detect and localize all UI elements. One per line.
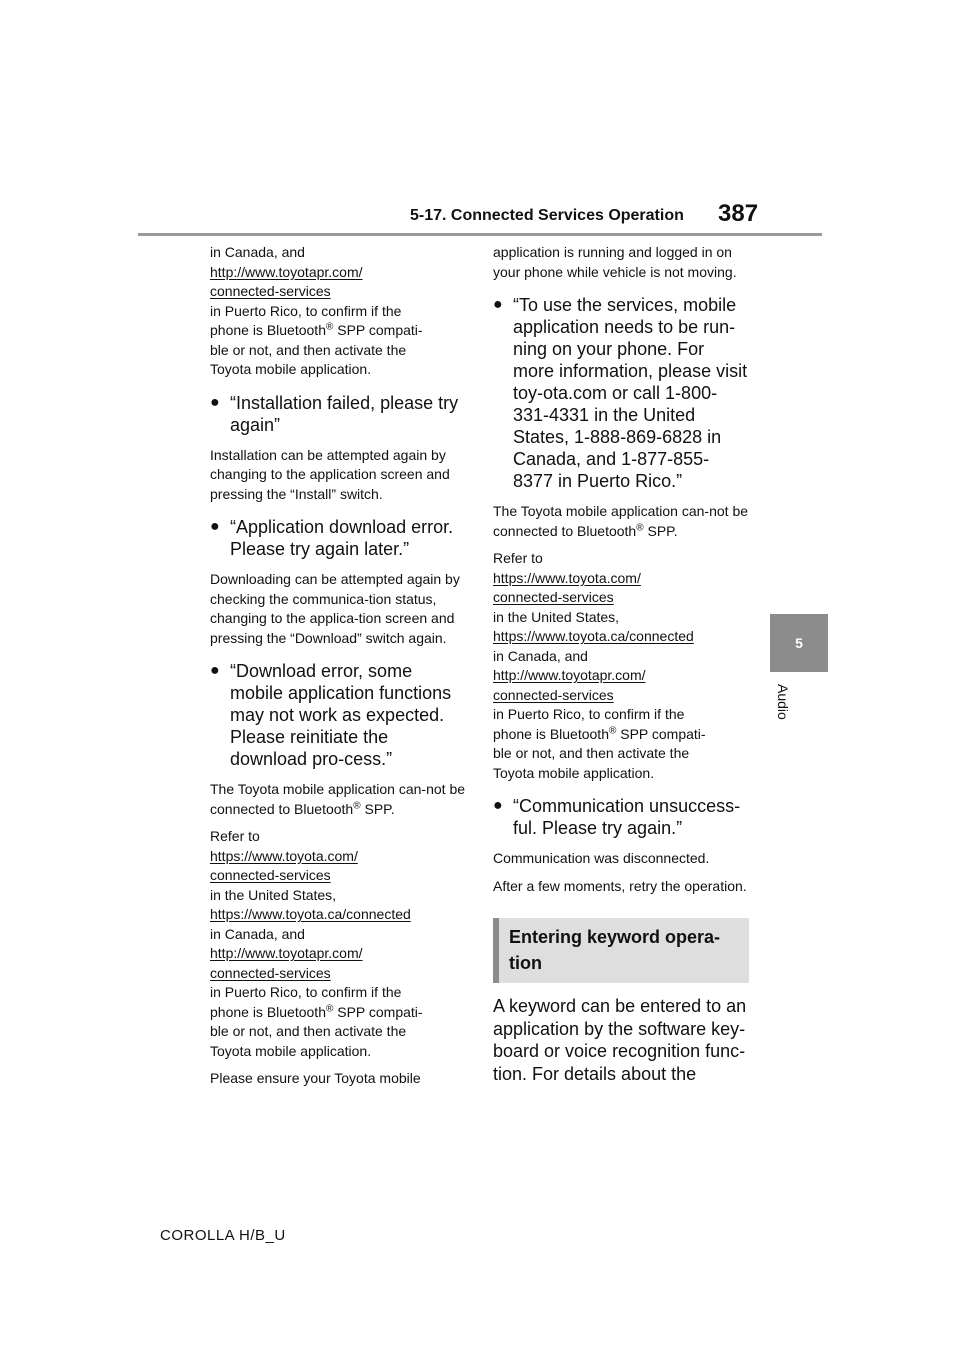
footer-model: COROLLA H/B_U bbox=[160, 1227, 286, 1244]
header-title: 5-17. Connected Services Operation bbox=[410, 207, 684, 224]
chapter-label-text: Audio bbox=[775, 684, 791, 720]
text-bluetooth-3: phone is Bluetooth® SPP compati- bbox=[493, 724, 706, 742]
link-toyota-ca-2[interactable]: https://www.toyota.ca/connected bbox=[493, 628, 694, 644]
link-toyotapr-2[interactable]: http://www.toyotapr.com/ bbox=[210, 945, 363, 961]
text-puerto-rico: in Puerto Rico, to confirm if the bbox=[210, 302, 402, 319]
link-toyotapr-cont[interactable]: connected-services bbox=[210, 283, 331, 299]
link-toyota-com-cont[interactable]: connected-services bbox=[210, 867, 331, 883]
text-activate-3: Toyota mobile application. bbox=[493, 764, 655, 781]
desc-installation-failed: Installation can be attempted again by changing to the application screen and pressing the “Install” switch. bbox=[210, 446, 450, 502]
text-ble-3: ble or not, and then activate the bbox=[493, 745, 690, 761]
link-toyotapr[interactable]: http://www.toyotapr.com/ bbox=[210, 263, 363, 280]
text-activate: Toyota mobile application. bbox=[210, 361, 372, 377]
desc-not-connected: The Toyota mobile application can-not be connected to Bluetooth® SPP. bbox=[210, 781, 466, 817]
text-refer: Refer to bbox=[210, 828, 260, 844]
desc-retry: After a few moments, retry the operation. bbox=[493, 877, 747, 894]
bullet-icon: ● bbox=[493, 797, 503, 814]
right-column bbox=[493, 243, 749, 1085]
bullet-icon: ● bbox=[210, 393, 220, 411]
link-toyotapr-3-cont[interactable]: connected-services bbox=[493, 686, 614, 703]
left-column bbox=[210, 243, 466, 1089]
link-toyota-com-2-cont[interactable]: connected-services bbox=[493, 589, 614, 605]
link-toyota-com-2[interactable]: https://www.toyota.com/ bbox=[493, 569, 641, 586]
text-bluetooth-2: phone is Bluetooth® SPP compati- bbox=[210, 1002, 423, 1020]
text-refer-2: Refer to bbox=[493, 550, 543, 566]
text-us-2: in the United States, bbox=[493, 608, 620, 625]
bullet-communication-unsuccessful: ● “Communication unsuccess-ful. Please try again.” bbox=[493, 796, 741, 838]
text-canada-2: in Canada, and bbox=[210, 925, 305, 942]
bullet-icon: ● bbox=[210, 662, 220, 679]
desc-not-connected-2: The Toyota mobile application can-not be connected to Bluetooth® SPP. bbox=[493, 503, 749, 539]
bullet-icon: ● bbox=[210, 518, 220, 535]
section-body-keyword: A keyword can be entered to an application by the software key-board or voice recognition func-tion. For details about the bbox=[493, 996, 747, 1084]
desc-disconnected: Communication was disconnected. bbox=[493, 850, 710, 866]
text-ble: ble or not, and then activate the bbox=[210, 341, 407, 358]
chapter-tab: 5 bbox=[770, 614, 828, 672]
text-ensure: Please ensure your Toyota mobile bbox=[210, 1070, 421, 1086]
bullet-download-functions-error: ● “Download error, some mobile application functions may not work as expected. Please reinitiate the download pro-cess.” bbox=[210, 661, 452, 769]
bullet-use-services: ● “To use the services, mobile application needs to be run-ning on your phone. For more information, please visit toy-ota.com or call 1-800-331-4331 in the United States, 1-888-869-6828 in Canada, and 1-877-855-8377 in Puerto Rico.” bbox=[493, 295, 748, 491]
link-toyotapr-2-cont[interactable]: connected-services bbox=[210, 964, 331, 981]
text-us: in the United States, bbox=[210, 886, 337, 903]
bullet-icon: ● bbox=[493, 296, 503, 313]
desc-download-error: Downloading can be attempted again by checking the communica-tion status, changing to the applica-tion screen and pressing the “Download” switch again. bbox=[210, 571, 460, 646]
link-toyota-ca[interactable]: https://www.toyota.ca/connected bbox=[210, 906, 411, 922]
page-number: 387 bbox=[718, 200, 759, 227]
text-ble-2: ble or not, and then activate the bbox=[210, 1023, 407, 1039]
text-continued: application is running and logged in on your phone while vehicle is not moving. bbox=[493, 244, 737, 280]
text-canada: in Canada, and bbox=[210, 244, 305, 260]
section-heading-keyword: Entering keyword opera-tion bbox=[493, 918, 749, 983]
chapter-label bbox=[772, 684, 800, 744]
text-bluetooth: phone is Bluetooth® SPP compati- bbox=[210, 321, 423, 338]
text-puerto-rico-3: in Puerto Rico, to confirm if the bbox=[493, 706, 685, 722]
header-rule bbox=[138, 233, 822, 236]
text-canada-3: in Canada, and bbox=[493, 647, 588, 664]
link-toyota-com[interactable]: https://www.toyota.com/ bbox=[210, 847, 358, 864]
text-puerto-rico-2: in Puerto Rico, to confirm if the bbox=[210, 984, 402, 1000]
text-activate-2: Toyota mobile application. bbox=[210, 1042, 372, 1059]
bullet-download-error: ● “Application download error. Please try again later.” bbox=[210, 517, 454, 559]
link-toyotapr-3[interactable]: http://www.toyotapr.com/ bbox=[493, 667, 646, 683]
bullet-installation-failed: ● “Installation failed, please try again” bbox=[210, 392, 459, 435]
